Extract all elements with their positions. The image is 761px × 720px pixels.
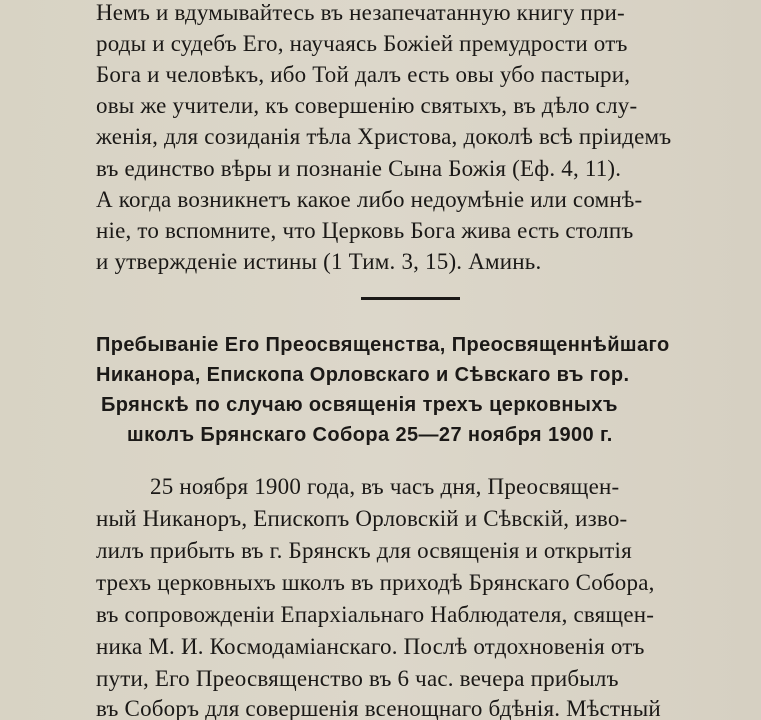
body-paragraph-line: ный Никаноръ, Епископъ Орловскiй и Сѣвскiй, изво- (96, 506, 628, 531)
top-paragraph-line: женiя, для созиданiя тѣла Христова, доколѣ всѣ прiидемъ (96, 124, 672, 149)
body-paragraph-line: лилъ прибыть въ г. Брянскъ для освященiя и открытiя (96, 538, 632, 563)
body-paragraph-line: пути, Его Преосвященство въ 6 час. вечера прибылъ (96, 666, 619, 691)
section-divider (361, 297, 460, 300)
top-paragraph-line: въ единство вѣры и познанiе Сына Божiя (Еф. 4, 11). (96, 156, 622, 181)
body-paragraph-line: ника М. И. Космодамiанскаго. Послѣ отдохновенiя отъ (96, 634, 645, 659)
section-heading-line: школъ Брянскаго Собора 25—27 ноября 1900 г. (127, 424, 613, 446)
top-paragraph-line: и утвержденiе истины (1 Тим. 3, 15). Аминь. (96, 249, 542, 274)
top-paragraph-line: нiе, то вспомните, что Церковь Бога жива есть столпъ (96, 218, 634, 243)
body-paragraph-line: въ сопровожденiи Епархiальнаго Наблюдателя, священ- (96, 602, 655, 627)
top-paragraph-line: Бога и человѣкъ, ибо Той далъ есть овы убо пастыри, (96, 62, 631, 87)
body-paragraph-line: 25 ноября 1900 года, въ часъ дня, Преосвящен- (150, 474, 620, 499)
top-paragraph-line: А когда возникнетъ какое либо недоумѣнiе или сомнѣ- (96, 187, 643, 212)
section-heading-line: Брянскѣ по случаю освященiя трехъ церковныхъ (101, 394, 618, 416)
section-heading-line: Никанора, Епископа Орловскаго и Сѣвскаго въ гор. (96, 364, 630, 386)
body-paragraph-line: въ Соборъ для совершенiя всенощнаго бдѣнiя. Мѣстный (96, 696, 661, 720)
top-paragraph-line: роды и судебъ Его, научаясь Божiей премудрости отъ (96, 31, 628, 56)
top-paragraph-line: Немъ и вдумывайтесь въ незапечатанную книгу при- (96, 0, 625, 25)
section-heading-line: Пребыванiе Его Преосвященства, Преосвященнѣйшаго (96, 334, 670, 356)
top-paragraph-line: овы же учители, къ совершенiю святыхъ, въ дѣло слу- (96, 93, 638, 118)
body-paragraph-line: трехъ церковныхъ школъ въ приходѣ Брянскаго Собора, (96, 570, 655, 595)
